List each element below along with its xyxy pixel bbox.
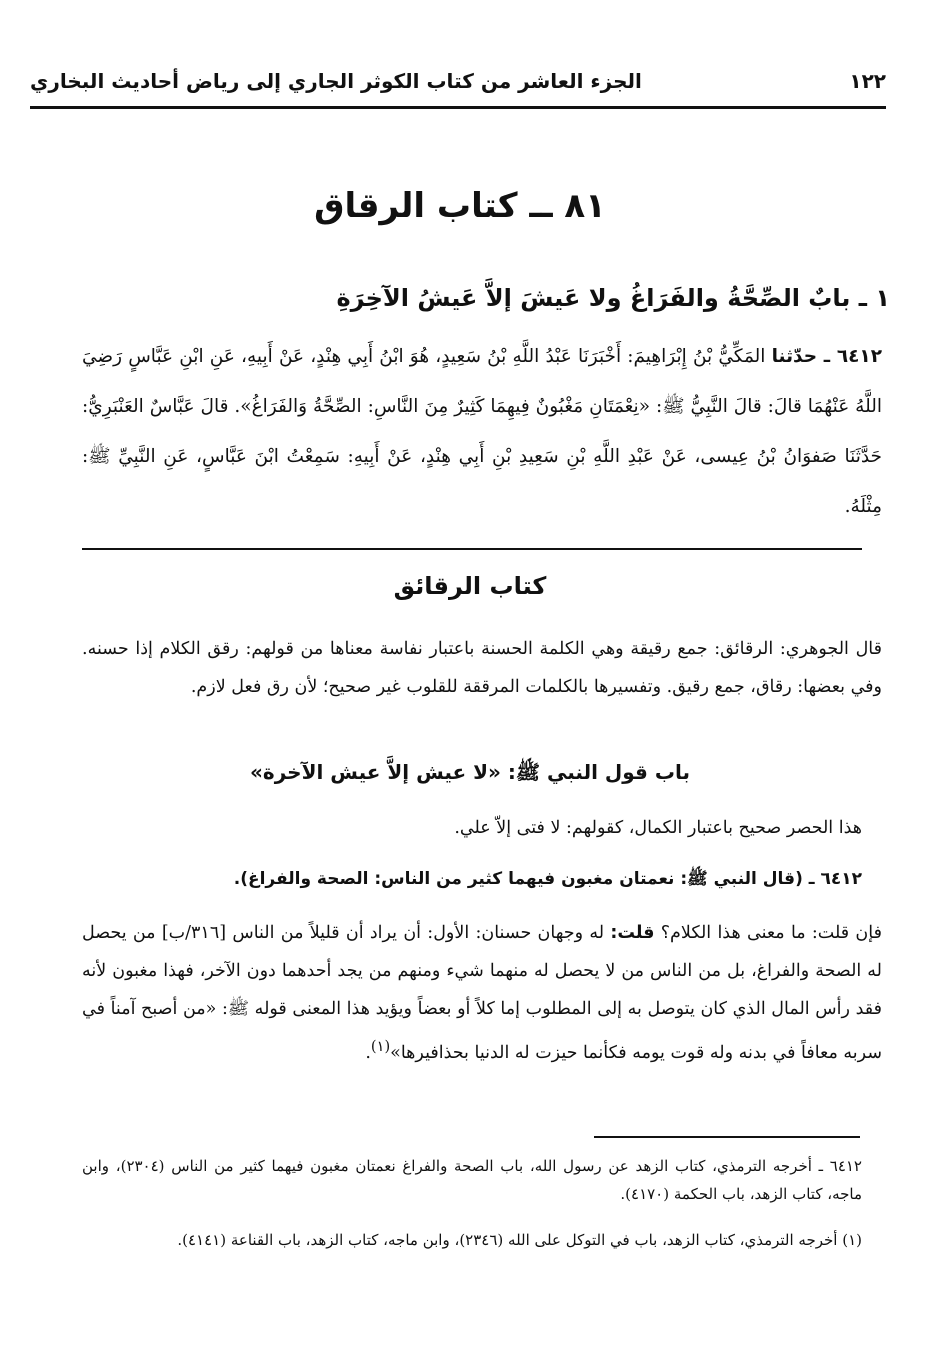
qult-keyword: قلت:	[610, 923, 655, 943]
hadith-number-lead: ٦٤١٢ ـ حدّثنا	[771, 346, 883, 367]
commentary-paragraph-1: قال الجوهري: الرقائق: جمع رقيقة وهي الكلمة الحسنة باعتبار نفاسة معناها من قولهم: رقق الكلام إذا حسنه. وفي بعضها: رقاق، جمع رقيق. وتفسيرها بالكلمات المرققة للقلوب غير صحيح؛ لأن رق فعل لازم.	[82, 639, 882, 697]
running-title: الجزء العاشر من كتاب الكوثر الجاري إلى رياض أحاديث البخاري	[30, 69, 642, 93]
hadith-text	[82, 332, 882, 532]
hasr-note: هذا الحصر صحيح باعتبار الكمال، كقولهم: لا فتى إلاّ علي.	[454, 818, 862, 838]
bab-title: ١ ـ بابٌ الصِّحَّةُ والفَرَاغُ ولا عَيشَ إلاَّ عَيشُ الآخِرَةِ	[336, 284, 890, 312]
hadith-reference: ٦٤١٢ ـ (قال النبي ﷺ: نعمتان مغبون فيهما كثير من الناس: الصحة والفراغ).	[233, 869, 862, 889]
answer-text: له وجهان حسنان: الأول: أن يراد أن قليلاً من الناس [٣١٦/ب] من يحصل له الصحة والفراغ، بل من الناس من لا يحصل له منهما شيء ومنهم من يجد أحدهما دون الآخر، فهذا مغبون لأنه فقد رأس المال الذي كان يتوصل به إلى المطلوب إما كلاً أو بعضاً ويؤيد هذا المعنى قوله ﷺ: «من أصبح آمناً في سربه معافاً في بدنه وله قوت يومه فكأنما حيزت له الدنيا بحذافيرها»	[82, 923, 882, 1063]
header-divider	[30, 106, 886, 109]
footnote-1: (١) أخرجه الترمذي، كتاب الزهد، باب في التوكل على الله (٢٣٤٦)، وابن ماجه، كتاب الزهد، باب القناعة (٤١٤١).	[177, 1231, 862, 1249]
footnote-divider	[594, 1136, 860, 1138]
hadith-body: المَكِّيُّ بْنُ إِبْرَاهِيمَ: أَخْبَرَنَا عَبْدُ اللَّهِ بْنُ سَعِيدٍ، هُوَ ابْنُ أَبِي هِنْدٍ، عَنْ أَبِيهِ، عَنِ ابْنِ عَبَّاسٍ رَضِيَ اللَّهُ عَنْهُمَا قالَ: قالَ النَّبِيُّ ﷺ: «نِعْمَتَانِ مَغْبُونٌ فِيهِمَا كَثِيرٌ مِنَ النَّاسِ: الصِّحَّةُ وَالفَرَاغُ». قالَ عَبَّاسٌ العَنْبَرِيُّ: حَدَّثَنَا صَفوَانُ بْنُ عِيسى، عَنْ عَبْدِ اللَّهِ بْنِ سَعِيدِ بْنِ أَبِي هِنْدٍ، عَنْ أَبِيهِ: سَمِعْتُ ابْنَ عَبَّاسٍ، عَنِ النَّبِيِّ ﷺ: مِثْلَهُ.	[82, 346, 882, 517]
sentence-end: .	[365, 1042, 371, 1063]
chapter-title: ٨١ ــ كتاب الرقاق	[314, 186, 606, 226]
footnote-marker: (١)	[370, 1038, 391, 1055]
commentary-bab-heading: باب قول النبي ﷺ: «لا عيش إلاَّ عيش الآخرة»	[250, 760, 690, 784]
question-lead: فإن قلت: ما معنى هذا الكلام؟	[660, 923, 882, 943]
section-divider	[82, 548, 862, 550]
footnote-hadith: ٦٤١٢ ـ أخرجه الترمذي، كتاب الزهد عن رسول الله، باب الصحة والفراغ نعمتان مغبون فيهما كثير من الناس (٢٣٠٤)، وابن ماجه، كتاب الزهد، باب الحكمة (٤١٧٠).	[82, 1157, 862, 1203]
running-header	[30, 62, 886, 100]
commentary-paragraph-2	[82, 914, 882, 1072]
commentary-title: كتاب الرقائق	[393, 572, 547, 600]
page-number: ١٢٢	[849, 69, 886, 93]
